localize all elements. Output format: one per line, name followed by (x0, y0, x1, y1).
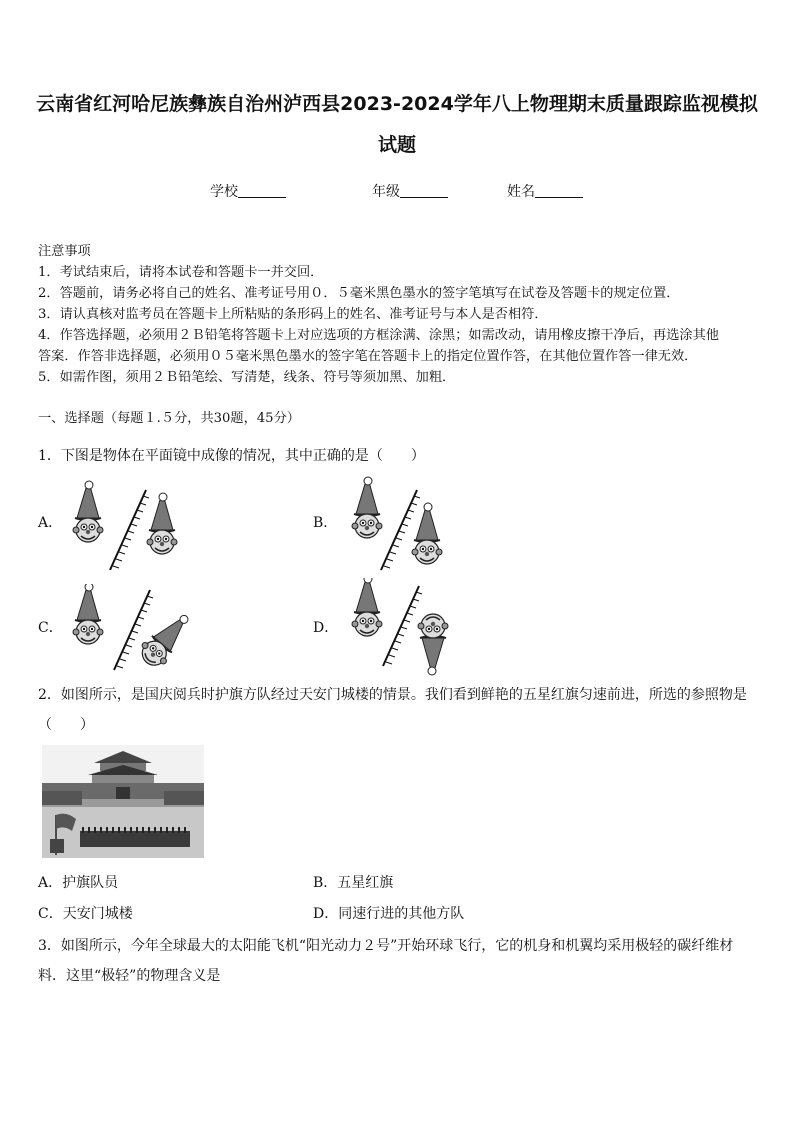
notice-item: 3．请认真核对监考员在答题卡上所粘贴的条形码上的姓名、准考证号与本人是否相符． (38, 307, 548, 322)
question-3-stem-line1: 3．如图所示，今年全球最大的太阳能飞机“阳光动力２号”开始环球飞行，它的机身和机翼均采用极轻的碳纤维材 (38, 938, 734, 954)
question-1-stem: 1．下图是物体在平面镜中成像的情况，其中正确的是（ ） (38, 448, 425, 464)
notice-item: 2．答题前，请务必将自己的姓名、准考证号用０．５毫米黑色墨水的签字笔填写在试卷及答题卡的规定位置． (38, 286, 680, 301)
page-title-line2: 试题 (377, 134, 416, 156)
q1-option-a-label[interactable]: A． (38, 515, 63, 531)
q2-option-a[interactable]: A．护旗队员 (38, 875, 119, 891)
q1-option-d-label[interactable]: D． (313, 620, 339, 636)
question-2-stem-line1: 2．如图所示，是国庆阅兵时护旗方队经过天安门城楼的情景。我们看到鲜艳的五星红旗匀速前进，所选的参照物是 (38, 687, 747, 703)
q1-option-c-label[interactable]: C． (38, 620, 63, 636)
notice-item: 1．考试结束后，请将本试卷和答题卡一并交回． (38, 265, 324, 280)
notice-item: 4．作答选择题，必须用２Ｂ铅笔将答题卡上对应选项的方框涂满、涂黑；如需改动，请用橡皮擦干净后，再选涂其他 (38, 328, 719, 343)
notice-heading: 注意事项 (38, 244, 91, 259)
school-label: 学校 (210, 184, 238, 200)
q1-option-b-label[interactable]: B． (313, 515, 338, 531)
q1-option-c-figure (70, 584, 190, 674)
grade-field[interactable] (372, 181, 448, 201)
grade-label: 年级 (372, 184, 400, 200)
q1-option-b-figure (345, 476, 465, 576)
name-field[interactable] (507, 181, 583, 201)
page-title-line1: 云南省红河哈尼族彝族自治州泸西县2023-2024学年八上物理期末质量跟踪监视模拟 (36, 93, 758, 115)
question-3-stem-line2: 料．这里“极轻”的物理含义是 (38, 968, 221, 984)
notice-item: 5．如需作图，须用２Ｂ铅笔绘、写清楚，线条、符号等须加黑、加粗． (38, 370, 456, 385)
section-heading: 一、选择题（每题１.５分，共30题，45分） (38, 411, 300, 426)
question-2-stem-line2: （ ） (38, 717, 94, 733)
q2-option-d[interactable]: D．同速行进的其他方队 (313, 906, 465, 922)
school-field[interactable] (210, 181, 286, 201)
q2-option-c[interactable]: C．天安门城楼 (38, 906, 133, 922)
q1-option-a-figure (70, 480, 190, 570)
q1-option-d-figure (345, 578, 465, 678)
tiananmen-parade-photo (42, 745, 204, 858)
q2-option-b[interactable]: B．五星红旗 (313, 875, 394, 891)
name-label: 姓名 (507, 184, 535, 200)
notice-item: 答案．作答非选择题，必须用０５毫米黑色墨水的签字笔在答题卡上的指定位置作答，在其他位置作答一律无效． (38, 349, 698, 364)
